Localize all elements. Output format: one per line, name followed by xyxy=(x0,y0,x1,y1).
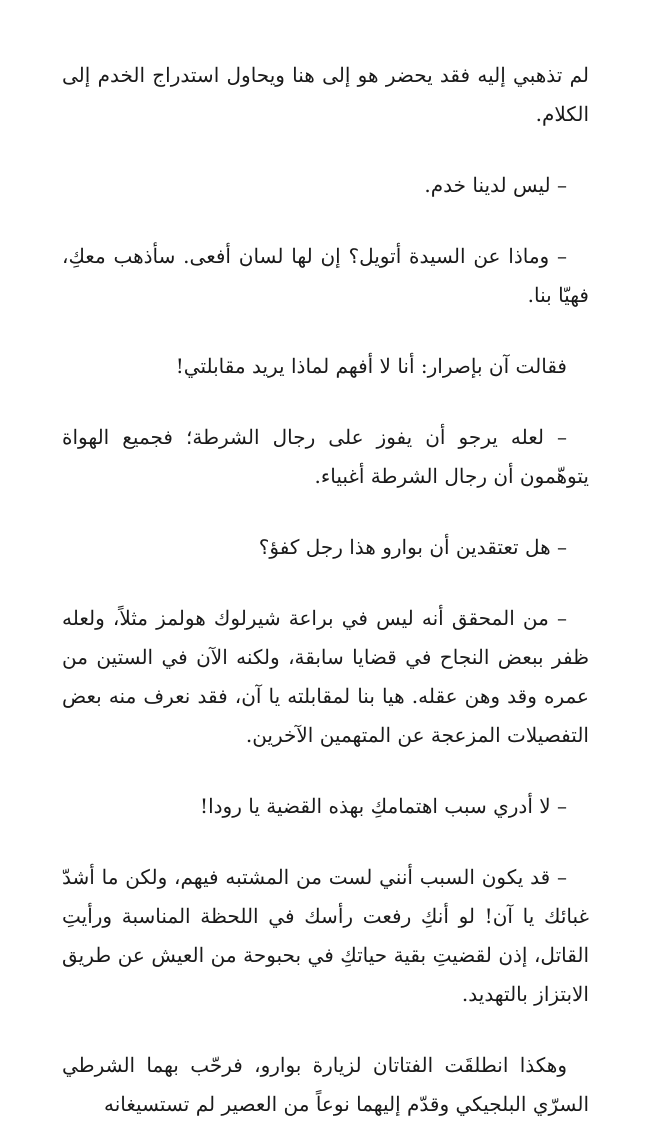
paragraph-3: – وماذا عن السيدة أتويل؟ إن لها لسان أفعى. سأذهب معكِ، فهيّا بنا. xyxy=(62,244,589,307)
paragraph-2: – ليس لدينا خدم. xyxy=(424,173,567,197)
paragraph-1: لم تذهبي إليه فقد يحضر هو إلى هنا ويحاول استدراج الخدم إلى الكلام. xyxy=(62,63,589,126)
paragraph-10: وهكذا انطلقَت الفتاتان لزيارة بوارو، فرحّب بهما الشرطي السرّي البلجيكي وقدّم إليهما نوعاً من العصير لم تستسيغانه xyxy=(62,1053,589,1116)
paragraph-9: – قد يكون السبب أنني لست من المشتبه فيهم، ولكن ما أشدّ غبائك يا آن! لو أنكِ رفعت رأسك في اللحظة المناسبة ورأيتِ القاتل، إذن لقضيتِ بقية حياتكِ في بحبوحة من العيش عن طريق الابتزاز بالتهديد. xyxy=(62,865,590,1006)
book-page xyxy=(62,56,590,1116)
paragraph-8: – لا أدري سبب اهتمامكِ بهذه القضية يا رودا! xyxy=(200,794,567,818)
paragraph-4: فقالت آن بإصرار: أنا لا أفهم لماذا يريد مقابلتي! xyxy=(175,354,567,378)
paragraph-6: – هل تعتقدين أن بوارو هذا رجل كفؤ؟ xyxy=(258,535,567,559)
paragraph-7: – من المحقق أنه ليس في براعة شيرلوك هولمز مثلاً، ولعله ظفر ببعض النجاح في قضايا سابقة، ولكنه الآن في الستين من عمره وقد وهن عقله. هيا بنا لمقابلته يا آن، فقد نعرف منه بعض التفصيلات المزعجة عن المتهمين الآخرين. xyxy=(62,606,589,747)
paragraph-5: – لعله يرجو أن يفوز على رجال الشرطة؛ فجميع الهواة يتوهّمون أن رجال الشرطة أغبياء. xyxy=(62,425,589,488)
